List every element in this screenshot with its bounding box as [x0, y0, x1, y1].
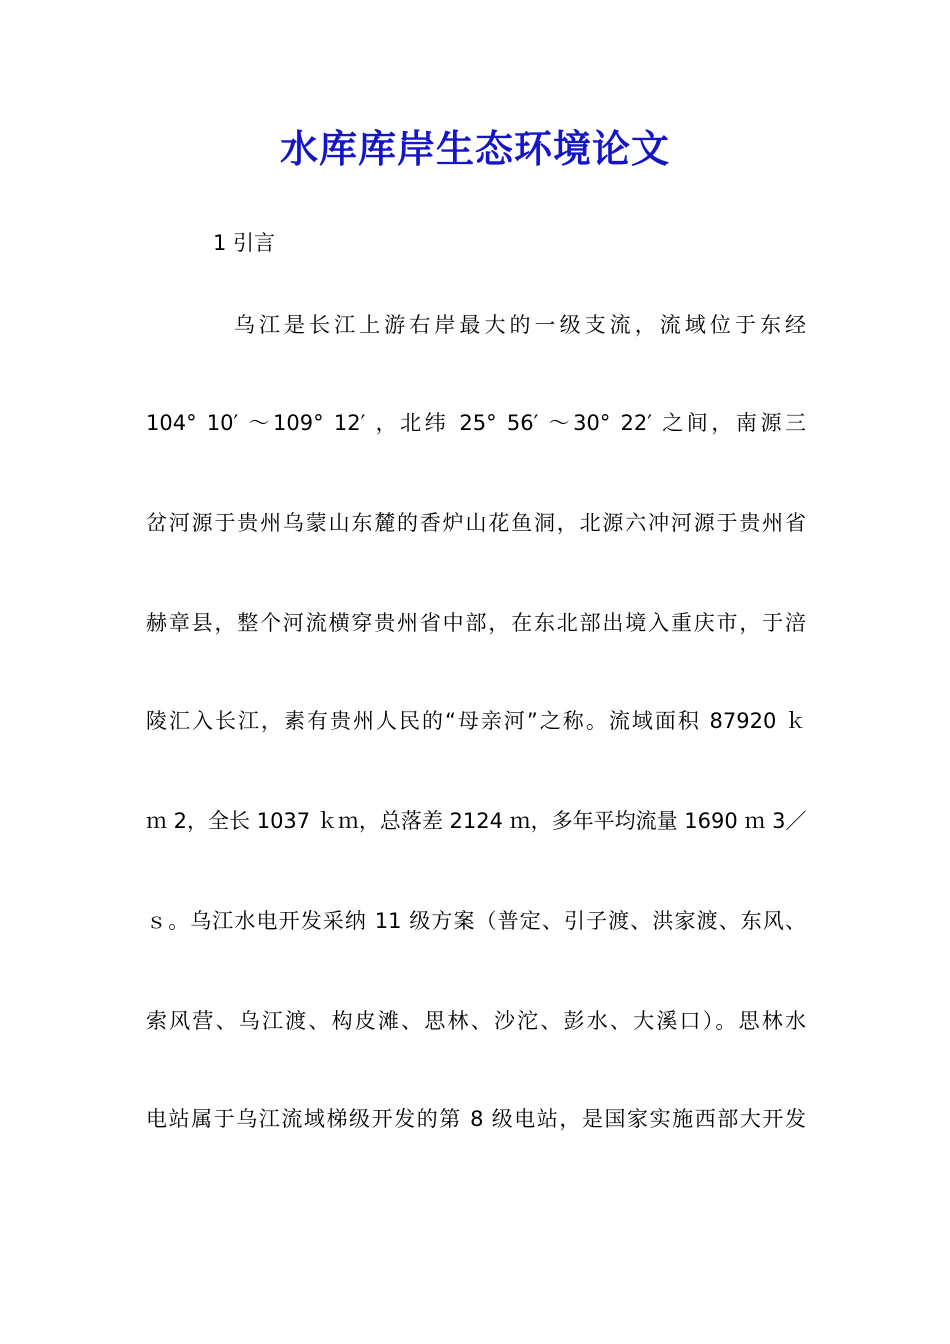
body-line: 赫章县，整个河流横穿贵州省中部，在东北部出境入重庆市，于涪 [146, 611, 806, 635]
body-line: 104° 10′ ～109° 12′ ，北纬 25° 56′ ～30° 22′ 之间，南源三 [146, 411, 806, 435]
body-line: 岔河源于贵州乌蒙山东麓的香炉山花鱼洞，北源六冲河源于贵州省 [146, 511, 806, 535]
body-line: 陵汇入长江，素有贵州人民的“母亲河”之称。流域面积 87920 ｋ [146, 709, 806, 733]
section-heading: 1 引言 [213, 231, 276, 255]
body-line: ｓ。乌江水电开发采纳 11 级方案（普定、引子渡、洪家渡、东风、 [146, 909, 806, 933]
body-line: 索风营、乌江渡、构皮滩、思林、沙沱、彭水、大溪口）。思林水 [146, 1009, 806, 1033]
body-line: 电站属于乌江流域梯级开发的第 8 级电站，是国家实施西部大开发 [146, 1107, 806, 1131]
document-title: 水库库岸生态环境论文 [279, 126, 670, 171]
body-line: ｍ 2，全长 1037 ｋｍ，总落差 2124 ｍ，多年平均流量 1690 ｍ 3／ [146, 809, 807, 833]
body-line: 乌江是长江上游右岸最大的一级支流，流域位于东经 [234, 313, 806, 337]
